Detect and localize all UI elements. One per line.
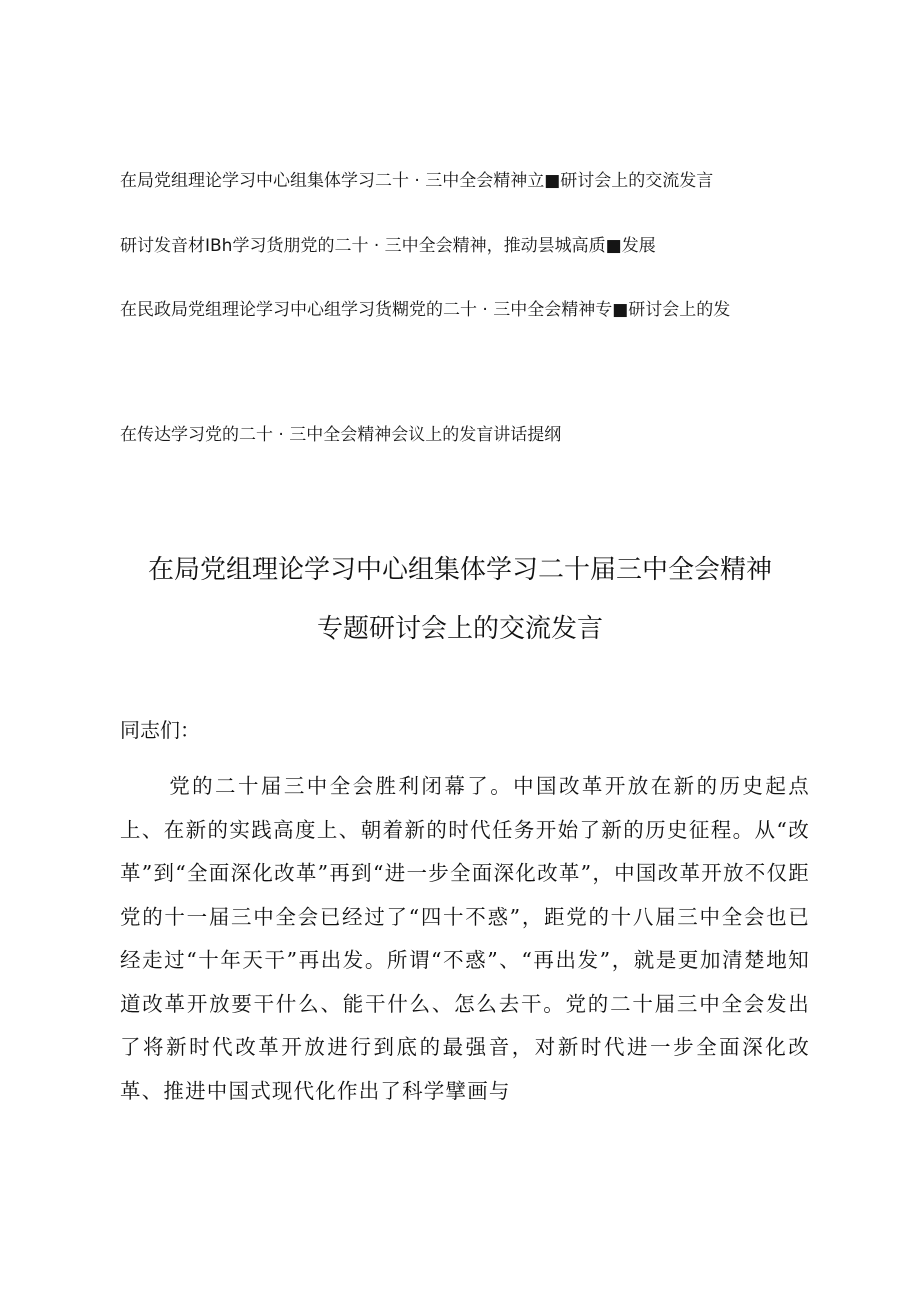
salutation: 同志们： [120, 718, 200, 742]
document-title-line-1: 在局党组理论学习中心组集体学习二十届三中全会精神 [147, 555, 772, 585]
toc-entry[interactable]: 在局党组理论学习中心组集体学习二十 · 三中全会精神立■研讨会上的交流发言 [120, 171, 714, 191]
body-paragraph: 党的二十届三中全会胜利闭幕了。中国改革开放在新的历史起点上、在新的实践高度上、朝着新的时代任务开始了新的历史征程。从“改革”到“全面深化改革”再到“进一步全面深化改革”，中国改革开放不仅距党的十一届三中全会已经过了“四十不惑”，距党的十八届三中全会也已经走过“十年天干”再出发。所谓“不惑”、“再出发”，就是更加清楚地知道改革开放要干什么、能干什么、怎么去干。党的二十届三中全会发出了将新时代改革开放进行到底的最强音，对新时代进一步全面深化改革、推进中国式现代化作出了科学擘画与 [120, 774, 810, 1103]
toc-entry[interactable]: 在传达学习党的二十 · 三中全会精神会议上的发盲讲话提纲 [120, 425, 562, 445]
document-title-line-2: 专题研讨会上的交流发言 [316, 614, 603, 644]
toc-entry[interactable]: 研讨发音材IBh学习货朋党的二十 · 三中全会精神，推动昙城高质■发展 [120, 236, 656, 256]
toc-entry[interactable]: 在民政局党组理论学习中心组学习货糊党的二十 · 三中全会精神专■研讨会上的发 [120, 300, 731, 320]
